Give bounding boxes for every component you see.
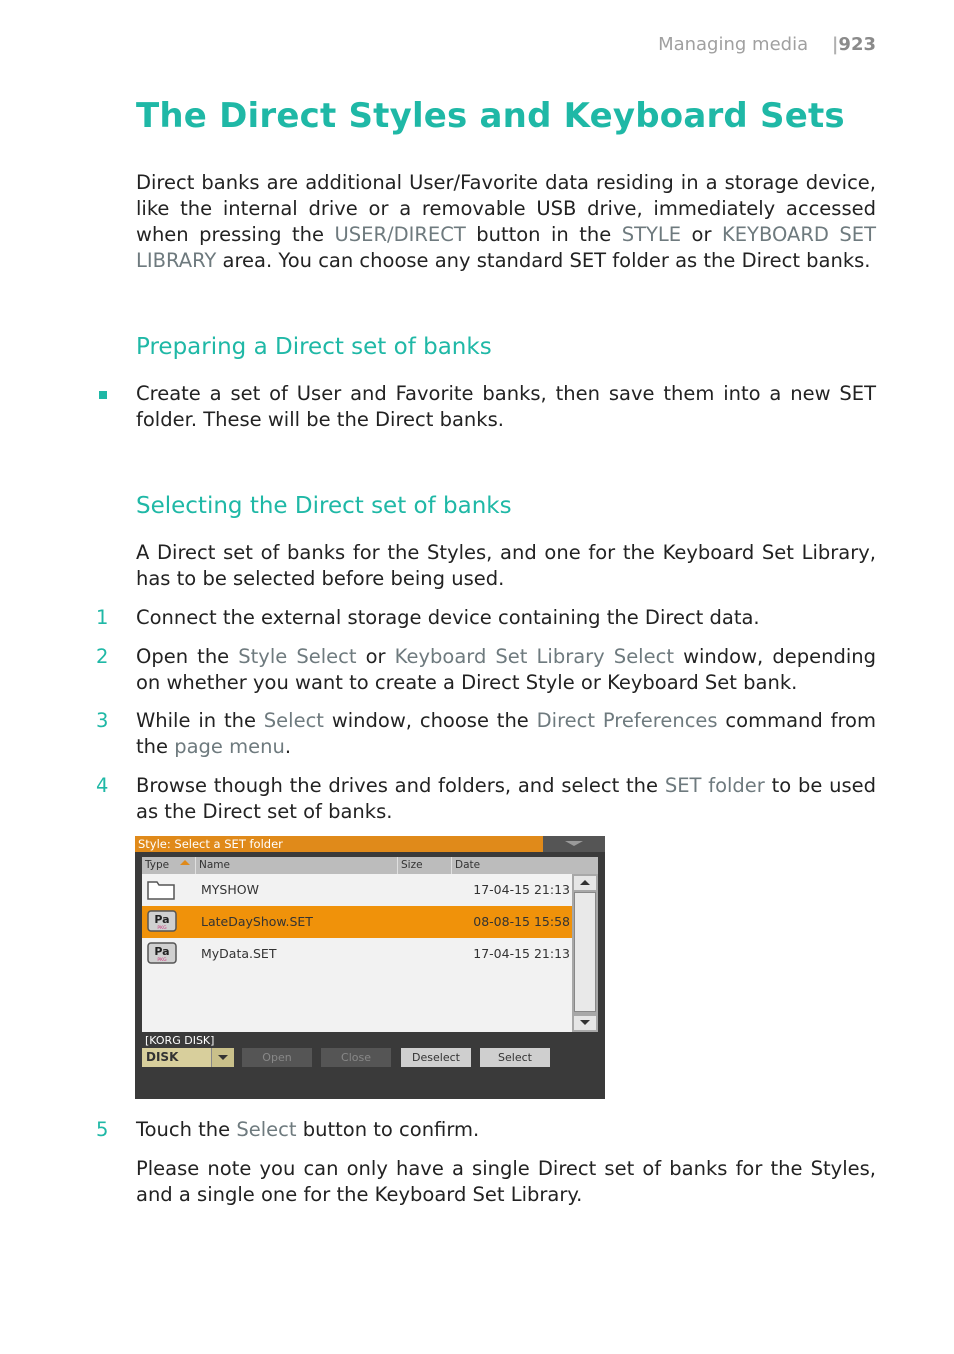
list-item[interactable] [142, 874, 572, 906]
page-number-wrap [832, 34, 876, 55]
arrow-down-icon [580, 1020, 590, 1025]
step-1-text: Connect the external storage device containing the Direct data. [136, 606, 760, 629]
section-heading-preparing: Preparing a Direct set of banks [136, 334, 492, 360]
section-name: Managing media [658, 34, 809, 55]
drive-dropdown-button[interactable] [211, 1048, 234, 1067]
pa-set-icon [147, 910, 177, 932]
step-4-text: Browse though the drives and folders, and select the SET folder to be used as the Direct set of banks. [136, 774, 876, 823]
step-number: 2 [96, 645, 109, 668]
list-item[interactable] [142, 938, 572, 970]
running-header [658, 34, 876, 55]
intro-paragraph: Direct banks are additional User/Favorite data residing in a storage device, like the internal drive or a removable USB drive, immediately accessed when pressing the USER/DIRECT button in the STYLE or KEYBOARD SET LIBRARY area. You can choose any standard SET folder as the Direct banks. [136, 171, 876, 272]
select-set-folder-window [135, 836, 605, 1099]
step-5-text: Touch the Select button to confirm. [136, 1118, 480, 1141]
sort-up-icon [180, 860, 190, 865]
select-button[interactable]: Select [480, 1048, 550, 1067]
chevron-down-icon [565, 841, 583, 846]
scroll-thumb[interactable] [574, 892, 596, 1012]
window-title: Style: Select a SET folder [135, 836, 543, 852]
svg-text:PKG: PKG [157, 958, 167, 963]
drive-selector[interactable] [142, 1048, 234, 1067]
bullet-text: Create a set of User and Favorite banks, then save them into a new SET folder. These will be the Direct banks. [136, 382, 876, 431]
file-name: MYSHOW [201, 882, 259, 897]
close-button[interactable]: Close [321, 1048, 391, 1067]
page-menu-button[interactable] [543, 836, 605, 852]
closing-note: Please note you can only have a single Direct set of banks for the Styles, and a single one for the Keyboard Set Library. [136, 1157, 876, 1206]
pa-set-icon [147, 942, 177, 964]
file-list [142, 874, 572, 1032]
selecting-intro: A Direct set of banks for the Styles, and one for the Keyboard Set Library, has to be selected before being used. [136, 541, 876, 590]
kw-user-direct: USER/DIRECT [334, 223, 466, 246]
header-separator: | [831, 34, 839, 55]
file-date: 17-04-15 21:13 [473, 946, 570, 961]
page-number: 923 [838, 34, 876, 55]
column-header-size[interactable]: Size [398, 857, 452, 874]
list-item-selected[interactable] [142, 906, 572, 938]
deselect-button[interactable]: Deselect [401, 1048, 471, 1067]
folder-icon [147, 878, 177, 900]
scroll-down-button[interactable] [574, 1016, 596, 1030]
chevron-down-icon [218, 1055, 228, 1060]
arrow-up-icon [580, 880, 590, 885]
scroll-up-button[interactable] [574, 876, 596, 890]
step-number: 4 [96, 774, 109, 797]
current-path: [KORG DISK] [145, 1034, 215, 1047]
kw-keyboard-set-library: KEYBOARD SET LIBRARY [136, 223, 876, 272]
step-number: 1 [96, 606, 109, 629]
kw-style: STYLE [621, 223, 682, 246]
step-number: 3 [96, 709, 109, 732]
svg-text:Pa: Pa [154, 913, 170, 926]
drive-value: DISK [146, 1050, 179, 1064]
file-date: 08-08-15 15:58 [473, 914, 570, 929]
svg-text:Pa: Pa [154, 945, 170, 958]
page-title: The Direct Styles and Keyboard Sets [136, 96, 845, 136]
step-3-text: While in the Select window, choose the Direct Preferences command from the page menu. [136, 709, 876, 758]
vertical-scrollbar[interactable] [572, 874, 598, 1032]
file-date: 17-04-15 21:13 [473, 882, 570, 897]
step-number: 5 [96, 1118, 109, 1141]
file-name: LateDayShow.SET [201, 914, 313, 929]
bullet-square-icon [99, 391, 107, 399]
svg-text:PKG: PKG [157, 926, 167, 931]
step-2-text: Open the Style Select or Keyboard Set Library Select window, depending on whether you want to create a Direct Style or Keyboard Set bank. [136, 645, 876, 694]
column-header-date[interactable]: Date [455, 859, 481, 871]
section-heading-selecting: Selecting the Direct set of banks [136, 493, 512, 519]
column-header-type[interactable]: Type [142, 857, 196, 874]
column-header-name[interactable]: Name [196, 857, 398, 874]
open-button[interactable]: Open [242, 1048, 312, 1067]
file-list-header [142, 857, 598, 874]
file-name: MyData.SET [201, 946, 277, 961]
